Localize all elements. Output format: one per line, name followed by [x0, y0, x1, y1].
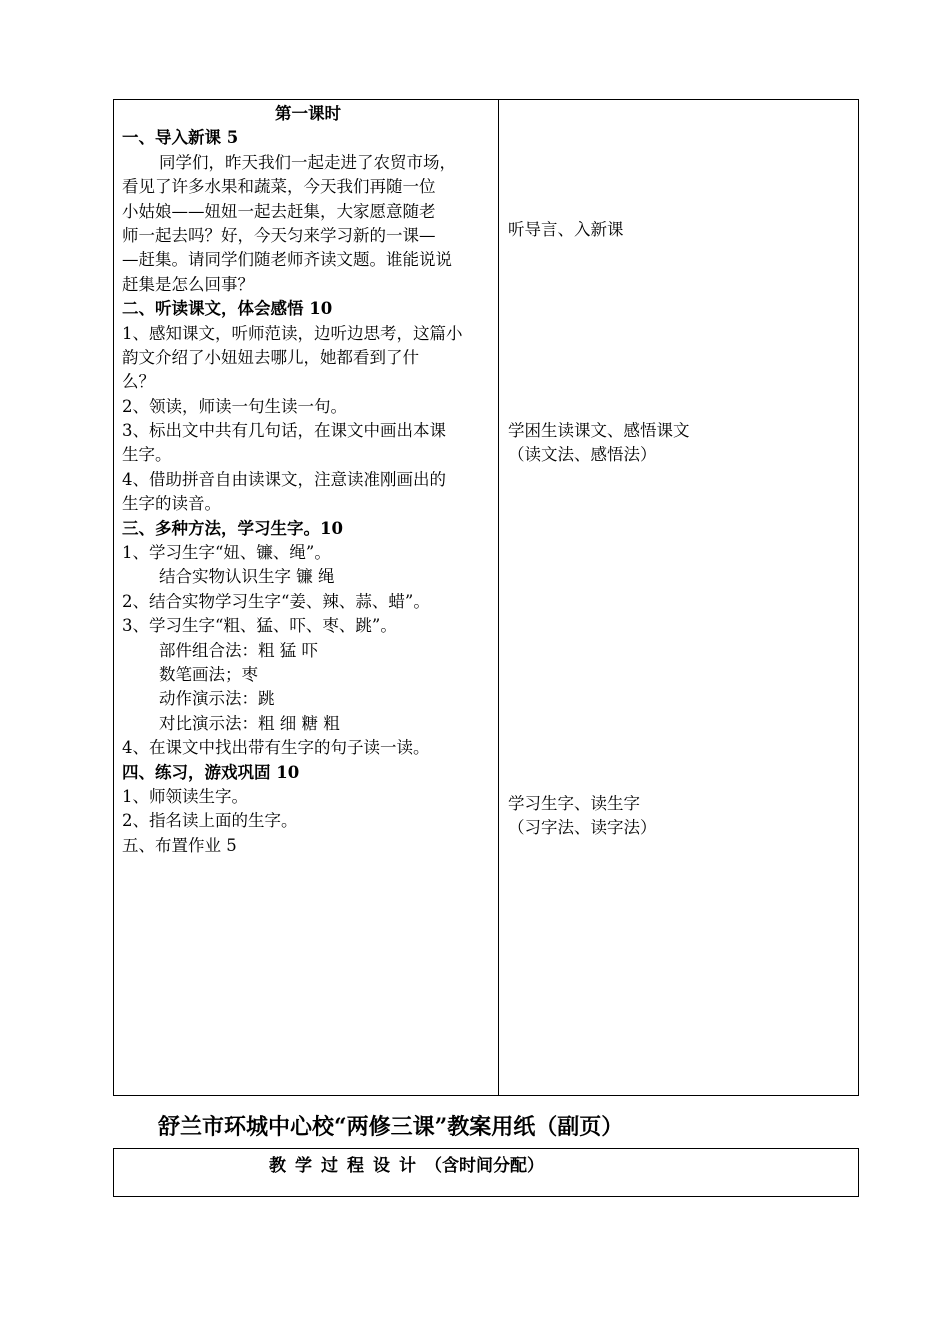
- column-divider: [498, 100, 499, 1095]
- content-line: 2、结合实物学习生字“姜、辣、蒜、蜡”。: [122, 591, 430, 611]
- content-line: 3、标出文中共有几句话，在课文中画出本课: [122, 421, 446, 441]
- content-line: 四、练习，游戏巩固 10: [122, 762, 300, 782]
- content-line: 2、领读，师读一句生读一句。: [122, 396, 347, 416]
- content-line: 二、听读课文，体会感悟 10: [122, 299, 333, 319]
- content-line: —赶集。请同学们随老师齐读文题。谁能说说: [122, 250, 452, 270]
- content-line: 部件组合法：粗 猛 吓: [159, 640, 318, 660]
- content-line: 生字。: [122, 445, 172, 465]
- content-line: 五、布置作业 5: [122, 835, 237, 855]
- content-line: 1、师领读生字。: [122, 786, 248, 806]
- content-line: 数笔画法；枣: [159, 664, 258, 684]
- content-line: 4、在课文中找出带有生字的句子读一读。: [122, 738, 430, 758]
- subpage-title: 舒兰市环城中心校“两修三课”教案用纸（副页）: [158, 1114, 624, 1140]
- content-line: 3、学习生字“粗、猛、吓、枣、跳”。: [122, 616, 397, 636]
- content-line: 4、借助拼音自由读课文，注意读准刚画出的: [122, 469, 446, 489]
- content-line: 师一起去吗？好，今天匀来学习新的一课—: [122, 225, 436, 245]
- student-activity-note-3: [508, 792, 848, 841]
- content-line: 第一课时: [275, 104, 341, 123]
- content-line: 看见了许多水果和蔬菜，今天我们再随一位: [122, 177, 436, 197]
- content-line: 1、学习生字“妞、镰、绳”。: [122, 543, 331, 563]
- note-line: （习字法、读字法）: [508, 818, 657, 838]
- student-activity-note-1: [508, 218, 848, 242]
- note-line: 学习生字、读生字: [508, 794, 640, 813]
- content-line: 结合实物认识生字 镰 绳: [159, 567, 335, 587]
- note-line: 学困生读课文、感悟课文: [508, 421, 690, 440]
- content-line: 韵文介绍了小妞妞去哪儿，她都看到了什: [122, 347, 419, 367]
- lesson-plan-table: [113, 99, 859, 1096]
- content-line: 么？: [122, 372, 155, 392]
- design-header-table: [113, 1148, 859, 1197]
- content-line: 生字的读音。: [122, 494, 221, 514]
- content-line: 1、感知课文，听师范读，边听边思考，这篇小: [122, 323, 463, 343]
- content-line: 小姑娘——妞妞一起去赶集，大家愿意随老: [122, 201, 436, 221]
- design-header: [269, 1151, 544, 1176]
- content-line: 同学们，昨天我们一起走进了农贸市场，: [159, 152, 456, 172]
- content-line: 赶集是怎么回事？: [122, 274, 254, 294]
- content-line: 对比演示法：粗 细 糖 粗: [159, 713, 340, 733]
- student-activity-note-2: [508, 419, 848, 468]
- content-line: 一、导入新课 5: [122, 128, 239, 148]
- design-header-main: 教学过程设计: [269, 1156, 425, 1176]
- note-line: 听导言、入新课: [508, 220, 624, 239]
- note-line: （读文法、感悟法）: [508, 445, 657, 465]
- teaching-content-column: [122, 102, 494, 858]
- content-line: 动作演示法：跳: [159, 689, 275, 709]
- design-header-suffix: （含时间分配）: [425, 1156, 544, 1176]
- content-line: 2、指名读上面的生字。: [122, 811, 298, 831]
- content-line: 三、多种方法，学习生字。10: [122, 518, 343, 538]
